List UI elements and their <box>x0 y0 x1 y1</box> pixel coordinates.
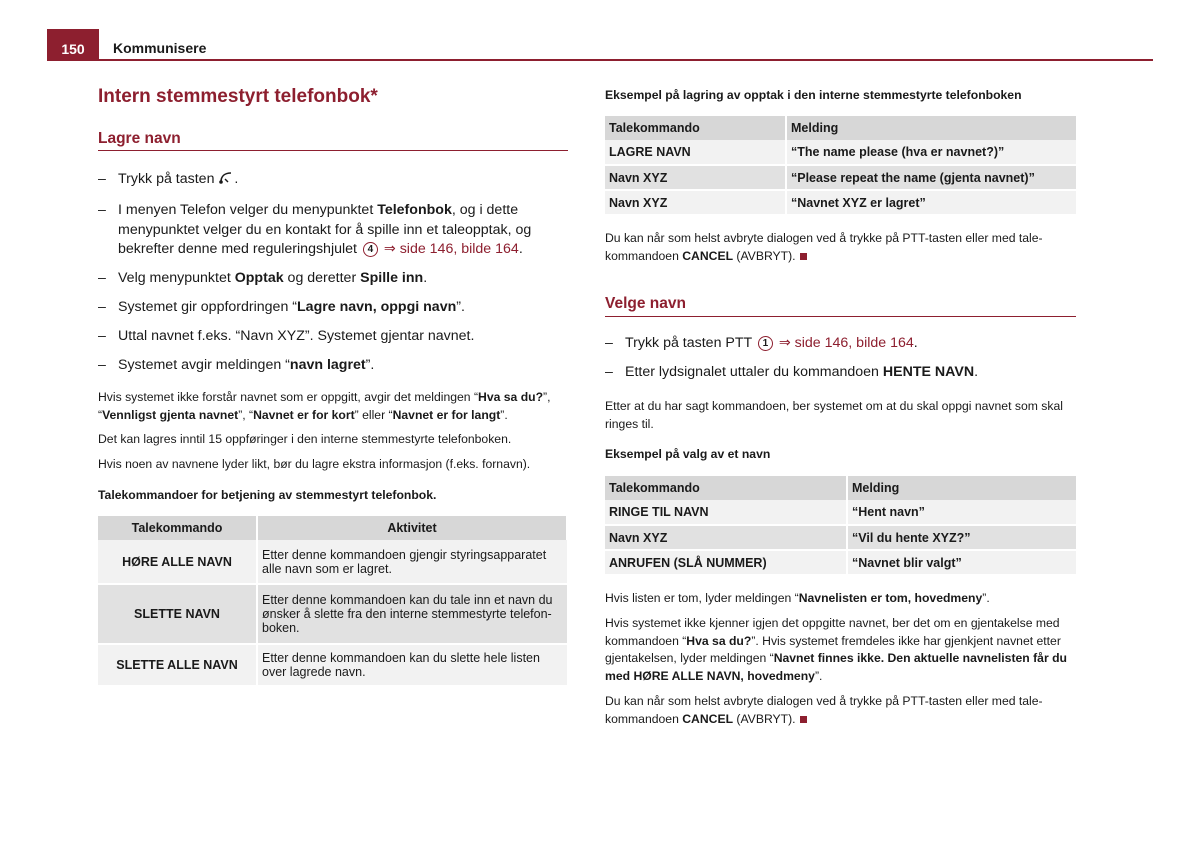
table-cell-message: “Navnet blir valgt” <box>847 550 1076 575</box>
table-cell-activity: Etter denne kommandoen kan du tale inn et navn du ønsker å slette fra den interne stemmestyrte telefon-boken. <box>257 584 567 644</box>
end-square-icon <box>800 253 807 260</box>
table-cell-command: LAGRE NAVN <box>605 140 786 165</box>
table-cell-command: Navn XYZ <box>605 190 786 215</box>
list-item: – Trykk på tasten . <box>98 170 568 192</box>
cross-reference-link[interactable]: ⇒ side 146, bilde 164 <box>774 335 914 351</box>
page-number: 150 <box>47 29 99 61</box>
table-cell-activity: Etter denne kommandoen gjengir styringsapparatet alle navn som er lagret. <box>257 540 567 584</box>
control-number-badge: 4 <box>363 242 378 257</box>
table-row <box>605 500 1076 525</box>
table-cell-activity: Etter denne kommandoen kan du slette hele listen over lagrede navn. <box>257 644 567 686</box>
table-cell-message: “The name please (hva er navnet?)” <box>786 140 1076 165</box>
section-rule <box>98 150 568 151</box>
control-number-badge: 1 <box>758 336 773 351</box>
table-row <box>605 525 1076 550</box>
table-header-row <box>605 116 1076 140</box>
paragraph: Hvis listen er tom, lyder meldingen “Navnelisten er tom, hovedmeny”. <box>605 591 990 605</box>
table-cell-message: “Hent navn” <box>847 500 1076 525</box>
end-square-icon <box>800 716 807 723</box>
table-caption: Talekommandoer for betjening av stemmestyrt telefonbok. <box>98 488 437 502</box>
list-item: – Systemet gir oppfordringen “Lagre navn, oppgi navn”. <box>98 299 465 315</box>
list-item: – I menyen Telefon velger du menypunktet Telefonbok, og i dette menypunktet velger du en kontakt for å spille inn et taleopptak, og bekrefter denne med reguleringshjulet 4 ⇒ side 146, bilde 164. <box>98 202 532 257</box>
steps-list <box>605 334 1076 392</box>
section-rule <box>605 316 1076 317</box>
section-heading-lagre-navn: Lagre navn <box>98 130 181 147</box>
table-header-cell: Talekommando <box>605 116 786 140</box>
table-row <box>605 190 1076 215</box>
header-rule <box>47 59 1153 61</box>
table-caption: Eksempel på lagring av opptak i den interne stemmestyrte telefonboken <box>605 88 1022 102</box>
table-header-row <box>605 476 1076 500</box>
table-cell-command: SLETTE NAVN <box>98 584 257 644</box>
table-cell-command: RINGE TIL NAVN <box>605 500 847 525</box>
table-cell-command: HØRE ALLE NAVN <box>98 540 257 584</box>
list-item: – Systemet avgir meldingen “navn lagret”. <box>98 357 375 373</box>
commands-table <box>98 516 568 687</box>
table-header-cell: Melding <box>852 481 900 495</box>
table-cell-message: “Please repeat the name (gjenta navnet)” <box>786 165 1076 190</box>
paragraph: Det kan lagres inntil 15 oppføringer i den interne stemmestyrte telefonboken. <box>98 432 512 446</box>
paragraph: Du kan når som helst avbryte dialogen ved å trykke på PTT-tasten eller med tale-kommandoen CANCEL (AVBRYT). <box>605 694 1043 726</box>
page-title: Intern stemmestyrt telefonbok* <box>98 86 378 107</box>
record-example-table <box>605 116 1076 216</box>
phone-key-icon <box>218 171 234 192</box>
table-header-cell: Talekommando <box>98 516 257 540</box>
list-item: – Velg menypunktet Opptak og deretter Spille inn. <box>98 270 428 286</box>
table-row <box>98 540 567 584</box>
table-caption: Eksempel på valg av et navn <box>605 447 771 461</box>
list-item: – Etter lydsignalet uttaler du kommandoen HENTE NAVN. <box>605 364 979 380</box>
table-row <box>605 165 1076 190</box>
table-header-cell: Aktivitet <box>257 516 567 540</box>
table-header-cell: Melding <box>791 121 839 135</box>
cross-reference-link[interactable]: ⇒ side 146, bilde 164 <box>379 241 519 257</box>
list-item: – Trykk på tasten PTT 1 ⇒ side 146, bilde 164. <box>605 335 918 351</box>
paragraph: Hvis systemet ikke kjenner igjen det oppgitte navnet, ber det om en gjentakelse med kommandoen “Hva sa du?”. Hvis systemet fremdeles ikke har gjenkjent navnet etter gjentakelsen, lyder meldingen “Navnet finnes ikke. Den aktuelle navnelisten får du med HØRE ALLE NAVN, hovedmeny”. <box>605 616 1067 683</box>
paragraph: Hvis systemet ikke forstår navnet som er oppgitt, avgir det meldingen “Hva sa du?”, “Vennligst gjenta navnet”, “Navnet er for kort” eller “Navnet er for langt”. <box>98 390 551 422</box>
table-header-row <box>98 516 567 540</box>
table-cell-command: Navn XYZ <box>605 165 786 190</box>
table-header-cell: Talekommando <box>605 476 847 500</box>
table-cell-message: “Vil du hente XYZ?” <box>847 525 1076 550</box>
paragraph: Hvis noen av navnene lyder likt, bør du lagre ekstra informasjon (f.eks. fornavn). <box>98 457 531 471</box>
table-row <box>98 584 567 644</box>
select-example-table <box>605 476 1076 576</box>
table-row <box>98 644 567 686</box>
list-item: – Uttal navnet f.eks. “Navn XYZ”. Systemet gjentar navnet. <box>98 328 475 344</box>
table-row <box>605 550 1076 575</box>
table-row <box>605 140 1076 165</box>
steps-list <box>98 170 568 385</box>
paragraph: Etter at du har sagt kommandoen, ber systemet om at du skal oppgi navnet som skal ringes til. <box>605 399 1063 431</box>
paragraph: Du kan når som helst avbryte dialogen ved å trykke på PTT-tasten eller med tale-kommandoen CANCEL (AVBRYT). <box>605 231 1043 263</box>
table-cell-command: ANRUFEN (SLÅ NUMMER) <box>605 550 847 575</box>
table-cell-command: SLETTE ALLE NAVN <box>98 644 257 686</box>
table-cell-command: Navn XYZ <box>605 525 847 550</box>
section-heading-velge-navn: Velge navn <box>605 295 686 312</box>
section-name: Kommunisere <box>113 40 207 56</box>
table-cell-message: “Navnet XYZ er lagret” <box>786 190 1076 215</box>
